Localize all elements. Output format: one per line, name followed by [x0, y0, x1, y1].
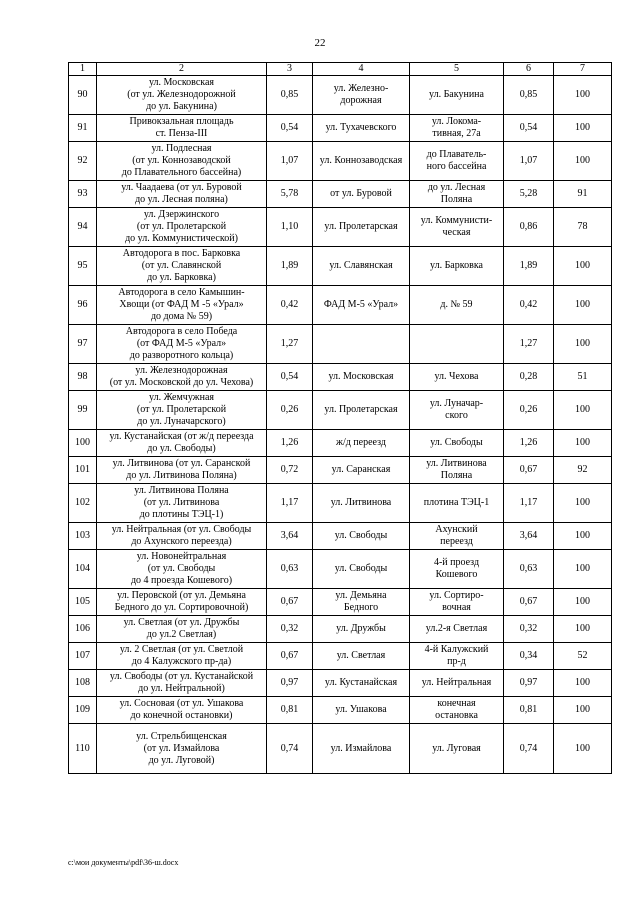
start-point-cell [313, 364, 410, 391]
end-point-cell [410, 286, 504, 325]
column-header: 1 [69, 63, 97, 76]
start-point-cell [313, 724, 410, 774]
cell-line: ул. Пролетарская [324, 404, 398, 415]
length-normative-cell: 0,86 [504, 208, 554, 247]
cell-line: плотина ТЭЦ-1 [423, 497, 490, 508]
road-name-cell [97, 430, 267, 457]
length-cell: 0,81 [267, 697, 313, 724]
percent-cell: 100 [554, 247, 612, 286]
cell-line: ул. Литвинова [330, 497, 392, 508]
start-point-cell [313, 670, 410, 697]
cell-line: ул. Ушакова [335, 704, 387, 715]
end-point-cell [410, 724, 504, 774]
table-row [69, 523, 612, 550]
percent-cell: 100 [554, 286, 612, 325]
length-normative-cell: 0,85 [504, 76, 554, 115]
cell-line: пр-д [447, 656, 466, 667]
row-number-cell: 99 [69, 391, 97, 430]
cell-line: ул. Перовской (от ул. Демьяна [117, 590, 246, 601]
cell-line: до Плаватель- [426, 149, 487, 160]
row-number-cell: 98 [69, 364, 97, 391]
column-header: 5 [410, 63, 504, 76]
column-header: 2 [97, 63, 267, 76]
table-row [69, 325, 612, 364]
cell-line: ул. Свободы [334, 563, 388, 574]
end-point-cell [410, 589, 504, 616]
percent-cell: 100 [554, 142, 612, 181]
length-normative-cell: 0,74 [504, 724, 554, 774]
roads-table [68, 62, 612, 774]
length-cell: 0,54 [267, 364, 313, 391]
cell-line: ул. Кустанайская [324, 677, 398, 688]
cell-line: ул. Чаадаева (от ул. Буровой [121, 182, 242, 193]
end-point-cell [410, 247, 504, 286]
percent-cell: 100 [554, 484, 612, 523]
end-point-cell [410, 364, 504, 391]
end-point-cell [410, 484, 504, 523]
start-point-cell [313, 142, 410, 181]
cell-line: ул. Бакунина [429, 89, 484, 100]
cell-line: до ул. Бакунина) [146, 101, 217, 112]
cell-line: ул. Барковка [430, 260, 483, 271]
length-normative-cell: 3,64 [504, 523, 554, 550]
cell-line: ул. Литвинова [426, 458, 487, 469]
length-cell: 0,97 [267, 670, 313, 697]
percent-cell: 100 [554, 697, 612, 724]
percent-cell: 52 [554, 643, 612, 670]
cell-line: ул. Свободы (от ул. Кустанайской [109, 671, 254, 682]
cell-line: ул. Литвинова Поляна [134, 485, 229, 496]
cell-line: от ул. Буровой [330, 188, 392, 199]
cell-line: ул. Нейтральная [421, 677, 492, 688]
road-name-cell [97, 391, 267, 430]
length-cell: 0,32 [267, 616, 313, 643]
row-number-cell: 105 [69, 589, 97, 616]
cell-line: (от ул. Коннозаводской [132, 155, 231, 166]
table-row [69, 115, 612, 142]
end-point-cell [410, 391, 504, 430]
cell-line: ского [445, 410, 468, 421]
length-normative-cell: 5,28 [504, 181, 554, 208]
cell-line: до ул. Лесная [427, 182, 486, 193]
road-name-cell [97, 724, 267, 774]
length-normative-cell: 1,27 [504, 325, 554, 364]
percent-cell: 78 [554, 208, 612, 247]
cell-line: ул. Дружбы [336, 623, 386, 634]
row-number-cell: 101 [69, 457, 97, 484]
cell-line: до дома № 59) [150, 311, 213, 322]
road-name-cell [97, 142, 267, 181]
cell-line: до разворотного кольца) [129, 350, 234, 361]
cell-line: ул. Жемчужная [149, 392, 214, 403]
cell-line: ул.2-я Светлая [425, 623, 488, 634]
start-point-cell [313, 286, 410, 325]
cell-line: ул. Демьяна [335, 590, 387, 601]
table-row [69, 142, 612, 181]
cell-line: (от ФАД М-5 «Урал» [136, 338, 227, 349]
length-normative-cell: 1,17 [504, 484, 554, 523]
start-point-cell [313, 325, 410, 364]
start-point-cell [313, 391, 410, 430]
row-number-cell: 95 [69, 247, 97, 286]
cell-line: Поляна [440, 194, 473, 205]
road-name-cell [97, 484, 267, 523]
length-cell: 1,07 [267, 142, 313, 181]
length-cell: 0,42 [267, 286, 313, 325]
road-name-cell [97, 115, 267, 142]
cell-line: (от ул. Железнодорожной [127, 89, 236, 100]
percent-cell: 100 [554, 76, 612, 115]
table-row [69, 457, 612, 484]
table-row [69, 484, 612, 523]
road-name-cell [97, 670, 267, 697]
cell-line: до Плавательного бассейна) [121, 167, 242, 178]
cell-line: до ул. Литвинова Поляна) [126, 470, 237, 481]
length-normative-cell: 0,63 [504, 550, 554, 589]
end-point-cell [410, 550, 504, 589]
percent-cell: 100 [554, 391, 612, 430]
length-normative-cell: 0,54 [504, 115, 554, 142]
length-cell: 0,72 [267, 457, 313, 484]
road-name-cell [97, 643, 267, 670]
end-point-cell [410, 115, 504, 142]
cell-line: вочная [442, 602, 471, 613]
cell-line: ул. Светлая (от ул. Дружбы [123, 617, 240, 628]
length-cell: 1,10 [267, 208, 313, 247]
length-cell: 1,27 [267, 325, 313, 364]
end-point-cell [410, 457, 504, 484]
end-point-cell [410, 643, 504, 670]
cell-line: 4-й Калужский [424, 644, 489, 655]
cell-line: дорожная [340, 95, 382, 106]
length-cell: 0,54 [267, 115, 313, 142]
row-number-cell: 106 [69, 616, 97, 643]
length-normative-cell: 1,26 [504, 430, 554, 457]
end-point-cell [410, 430, 504, 457]
column-header: 4 [313, 63, 410, 76]
length-cell: 0,67 [267, 589, 313, 616]
cell-line: ного бассейна [426, 161, 487, 172]
table-row [69, 430, 612, 457]
road-name-cell [97, 325, 267, 364]
cell-line: ул. Измайлова [330, 742, 392, 754]
end-point-cell [410, 670, 504, 697]
cell-line: до ул. Коммунистической) [125, 233, 238, 244]
start-point-cell [313, 430, 410, 457]
cell-line: (от ул. Литвинова [143, 497, 220, 508]
row-number-cell: 90 [69, 76, 97, 115]
cell-line: ж/д переезд [336, 437, 386, 448]
road-name-cell [97, 208, 267, 247]
table-row [69, 670, 612, 697]
table-body [69, 76, 612, 774]
cell-line: (от ул. Пролетарской [136, 221, 227, 232]
cell-line: до плотины ТЭЦ-1) [139, 509, 224, 520]
cell-line: ул. Литвинова (от ул. Саранской [112, 458, 251, 469]
table-row [69, 364, 612, 391]
start-point-cell [313, 697, 410, 724]
cell-line: (от ул. Славянской [141, 260, 222, 271]
cell-line: ул. Московская [328, 371, 394, 382]
cell-line: ФАД М-5 «Урал» [323, 299, 399, 310]
cell-line: ул. Коннозаводская [319, 155, 403, 166]
column-header: 6 [504, 63, 554, 76]
start-point-cell [313, 181, 410, 208]
length-cell: 0,85 [267, 76, 313, 115]
length-normative-cell: 0,32 [504, 616, 554, 643]
percent-cell: 51 [554, 364, 612, 391]
row-number-cell: 96 [69, 286, 97, 325]
end-point-cell [410, 325, 504, 364]
cell-line: Автодорога в село Победа [125, 326, 238, 337]
cell-line: до ул.2 Светлая) [146, 629, 217, 640]
cell-line: до ул. Нейтральной) [138, 683, 225, 694]
cell-line: тивная, 27а [432, 128, 481, 139]
cell-line: (от ул. Московской до ул. Чехова) [109, 377, 254, 388]
table-row [69, 589, 612, 616]
cell-line: д. № 59 [440, 299, 473, 310]
cell-line: ул. Саранская [331, 464, 391, 475]
cell-line: ул. 2 Светлая (от ул. Светлой [119, 644, 244, 655]
percent-cell: 100 [554, 589, 612, 616]
road-name-cell [97, 589, 267, 616]
cell-line: (от ул. Пролетарской [136, 404, 227, 415]
length-cell: 1,26 [267, 430, 313, 457]
cell-line: ул. Свободы [334, 530, 388, 541]
row-number-cell: 100 [69, 430, 97, 457]
row-number-cell: 108 [69, 670, 97, 697]
road-name-cell [97, 523, 267, 550]
cell-line: ул. Чехова [434, 371, 479, 382]
percent-cell: 100 [554, 670, 612, 697]
row-number-cell: 107 [69, 643, 97, 670]
table-row [69, 697, 612, 724]
cell-line: до конечной остановки) [130, 710, 233, 721]
length-normative-cell: 0,81 [504, 697, 554, 724]
cell-line: ул. Свободы [430, 437, 483, 448]
cell-line: ул. Железно- [333, 83, 389, 94]
percent-cell: 100 [554, 325, 612, 364]
row-number-cell: 109 [69, 697, 97, 724]
row-number-cell: 103 [69, 523, 97, 550]
length-normative-cell: 0,67 [504, 589, 554, 616]
row-number-cell: 104 [69, 550, 97, 589]
length-cell: 1,17 [267, 484, 313, 523]
table-row [69, 286, 612, 325]
start-point-cell [313, 76, 410, 115]
cell-line: Поляна [440, 470, 473, 481]
cell-line: до 4 Калужского пр-да) [131, 656, 232, 667]
percent-cell: 100 [554, 430, 612, 457]
cell-line: ул. Новонейтральная [136, 551, 227, 562]
percent-cell: 92 [554, 457, 612, 484]
percent-cell: 91 [554, 181, 612, 208]
cell-line: ст. Пенза-III [155, 128, 208, 139]
road-name-cell [97, 697, 267, 724]
cell-line: ул. Дзержинского [143, 209, 220, 220]
cell-line: Бедного до ул. Сортировочной) [114, 602, 249, 613]
length-normative-cell: 0,26 [504, 391, 554, 430]
row-number-cell: 110 [69, 724, 97, 774]
page-number: 22 [314, 37, 326, 49]
cell-line: остановка [435, 710, 478, 721]
road-name-cell [97, 550, 267, 589]
start-point-cell [313, 247, 410, 286]
table-row [69, 724, 612, 774]
start-point-cell [313, 589, 410, 616]
start-point-cell [313, 457, 410, 484]
road-name-cell [97, 286, 267, 325]
cell-line: конечная [437, 698, 476, 709]
cell-line: ул. Железнодорожная [135, 365, 228, 376]
column-header: 7 [554, 63, 612, 76]
end-point-cell [410, 142, 504, 181]
length-cell: 5,78 [267, 181, 313, 208]
cell-line: ул. Московская [148, 77, 215, 88]
cell-line: ул. Луговая [432, 742, 481, 754]
cell-line: ул. Сосновая (от ул. Ушакова [119, 698, 244, 709]
cell-line: Бедного [343, 602, 379, 613]
table-row [69, 391, 612, 430]
start-point-cell [313, 484, 410, 523]
percent-cell: 100 [554, 724, 612, 774]
length-cell: 0,63 [267, 550, 313, 589]
cell-line: Автодорога в пос. Барковка [122, 248, 241, 259]
start-point-cell [313, 550, 410, 589]
cell-line: до 4 проезда Кошевого) [130, 575, 233, 586]
row-number-cell: 94 [69, 208, 97, 247]
cell-line: до ул. Луговой) [148, 754, 215, 766]
table-row [69, 616, 612, 643]
cell-line: до ул. Барковка) [147, 272, 216, 283]
table-row [69, 550, 612, 589]
cell-line: ул. Пролетарская [324, 221, 398, 232]
length-cell: 3,64 [267, 523, 313, 550]
table-row [69, 643, 612, 670]
length-normative-cell: 0,28 [504, 364, 554, 391]
length-normative-cell: 0,67 [504, 457, 554, 484]
length-cell: 1,89 [267, 247, 313, 286]
cell-line: 4-й проезд [433, 557, 480, 568]
percent-cell: 100 [554, 616, 612, 643]
row-number-cell: 97 [69, 325, 97, 364]
start-point-cell [313, 523, 410, 550]
table-row [69, 181, 612, 208]
cell-line: ческая [442, 227, 471, 238]
cell-line: ул. Славянская [329, 260, 393, 271]
length-normative-cell: 0,34 [504, 643, 554, 670]
cell-line: Автодорога в село Камышин- [118, 287, 245, 298]
cell-line: до ул. Лесная поляна) [135, 194, 228, 205]
length-cell: 0,67 [267, 643, 313, 670]
table-header-row [69, 63, 612, 76]
road-name-cell [97, 181, 267, 208]
road-name-cell [97, 76, 267, 115]
length-normative-cell: 0,97 [504, 670, 554, 697]
length-normative-cell: 1,89 [504, 247, 554, 286]
cell-line: Хвощи (от ФАД М -5 «Урал» [119, 299, 244, 310]
road-name-cell [97, 457, 267, 484]
percent-cell: 100 [554, 523, 612, 550]
cell-line: до Ахунского переезда) [131, 536, 232, 547]
row-number-cell: 91 [69, 115, 97, 142]
row-number-cell: 93 [69, 181, 97, 208]
table-row [69, 76, 612, 115]
cell-line: Кошевого [435, 569, 478, 580]
length-normative-cell: 1,07 [504, 142, 554, 181]
cell-line: ул. Тухачевского [325, 122, 397, 133]
start-point-cell [313, 115, 410, 142]
start-point-cell [313, 208, 410, 247]
percent-cell: 100 [554, 550, 612, 589]
table-row [69, 208, 612, 247]
cell-line: ул. Кустанайская (от ж/д переезда [109, 431, 254, 442]
cell-line: ул. Подлесная [151, 143, 212, 154]
cell-line: ул. Коммунисти- [420, 215, 493, 226]
length-cell: 0,74 [267, 724, 313, 774]
table-row [69, 247, 612, 286]
cell-line: ул. Луначар- [429, 398, 484, 409]
length-cell: 0,26 [267, 391, 313, 430]
cell-line: ул. Сортиро- [429, 590, 484, 601]
end-point-cell [410, 181, 504, 208]
road-name-cell [97, 616, 267, 643]
end-point-cell [410, 616, 504, 643]
cell-line: до ул. Луначарского) [137, 416, 226, 427]
cell-line: до ул. Свободы) [147, 443, 216, 454]
end-point-cell [410, 523, 504, 550]
footer-file-path: c:\мои документы\pdf\36-ш.docx [68, 858, 179, 867]
cell-line: ул. Нейтральная (от ул. Свободы [111, 524, 252, 535]
cell-line: ул. Светлая [336, 650, 386, 661]
cell-line: ул. Локома- [431, 116, 482, 127]
row-number-cell: 92 [69, 142, 97, 181]
road-name-cell [97, 364, 267, 391]
end-point-cell [410, 76, 504, 115]
end-point-cell [410, 697, 504, 724]
road-name-cell [97, 247, 267, 286]
percent-cell: 100 [554, 115, 612, 142]
column-header: 3 [267, 63, 313, 76]
cell-line: Привокзальная площадь [129, 116, 234, 127]
cell-line: ул. Стрельбищенская [136, 730, 227, 742]
start-point-cell [313, 643, 410, 670]
cell-line: Ахунский [435, 524, 478, 535]
row-number-cell: 102 [69, 484, 97, 523]
cell-line: (от ул. Измайлова [143, 742, 220, 754]
length-normative-cell: 0,42 [504, 286, 554, 325]
cell-line: переезд [440, 536, 473, 547]
start-point-cell [313, 616, 410, 643]
cell-line: (от ул. Свободы [147, 563, 216, 574]
end-point-cell [410, 208, 504, 247]
